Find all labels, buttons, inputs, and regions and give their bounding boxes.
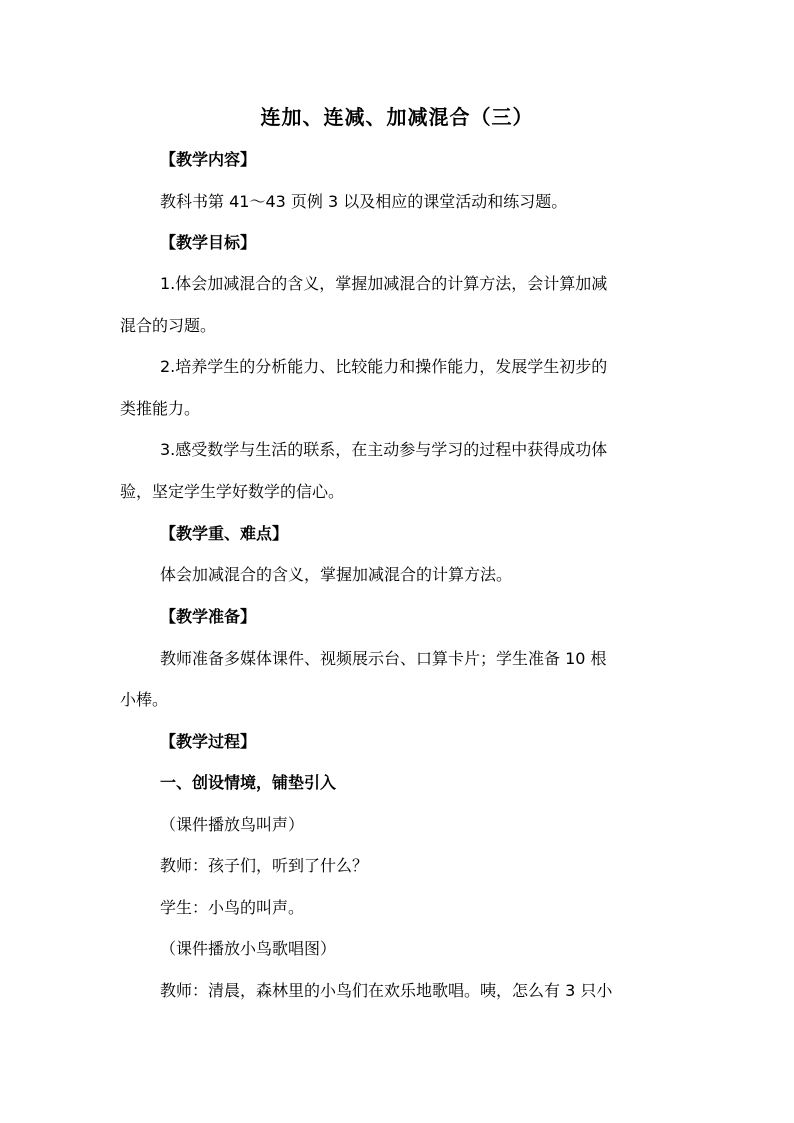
preparation-line-2: 小棒。 [120,690,169,709]
key-points-text: 体会加减混合的含义，掌握加减混合的计算方法。 [160,565,513,584]
section-heading-preparation: 【教学准备】 [160,607,257,626]
content-text: 教科书第 41～43 页例 3 以及相应的课堂活动和练习题。 [160,192,568,211]
document-title: 连加、连减、加减混合（三） [260,105,534,129]
process-paragraph: 学生：小鸟的叫声。 [160,898,305,917]
part-1-heading: 一、创设情境，铺垫引入 [160,773,337,792]
goal-1-line-1: 1.体会加减混合的含义，掌握加减混合的计算方法，会计算加减 [160,274,608,293]
process-paragraph: （课件播放鸟叫声） [160,815,305,834]
section-heading-process: 【教学过程】 [160,732,257,751]
goal-3-line-2: 验，坚定学生学好数学的信心。 [120,482,345,501]
preparation-line-1: 教师准备多媒体课件、视频展示台、口算卡片；学生准备 10 根 [160,649,607,668]
section-heading-key-points: 【教学重、难点】 [160,524,289,543]
goal-2-line-1: 2.培养学生的分析能力、比较能力和操作能力，发展学生初步的 [160,357,608,376]
process-paragraph: 教师：孩子们，听到了什么？ [160,856,369,875]
process-paragraph: 教师：清晨，森林里的小鸟们在欢乐地歌唱。咦，怎么有 3 只小 [160,981,613,1000]
section-heading-content: 【教学内容】 [160,150,257,169]
process-paragraph: （课件播放小鸟歌唱图） [160,939,337,958]
goal-2-line-2: 类推能力。 [120,399,201,418]
section-heading-goals: 【教学目标】 [160,233,257,252]
goal-3-line-1: 3.感受数学与生活的联系，在主动参与学习的过程中获得成功体 [160,440,608,459]
goal-1-line-2: 混合的习题。 [120,316,217,335]
